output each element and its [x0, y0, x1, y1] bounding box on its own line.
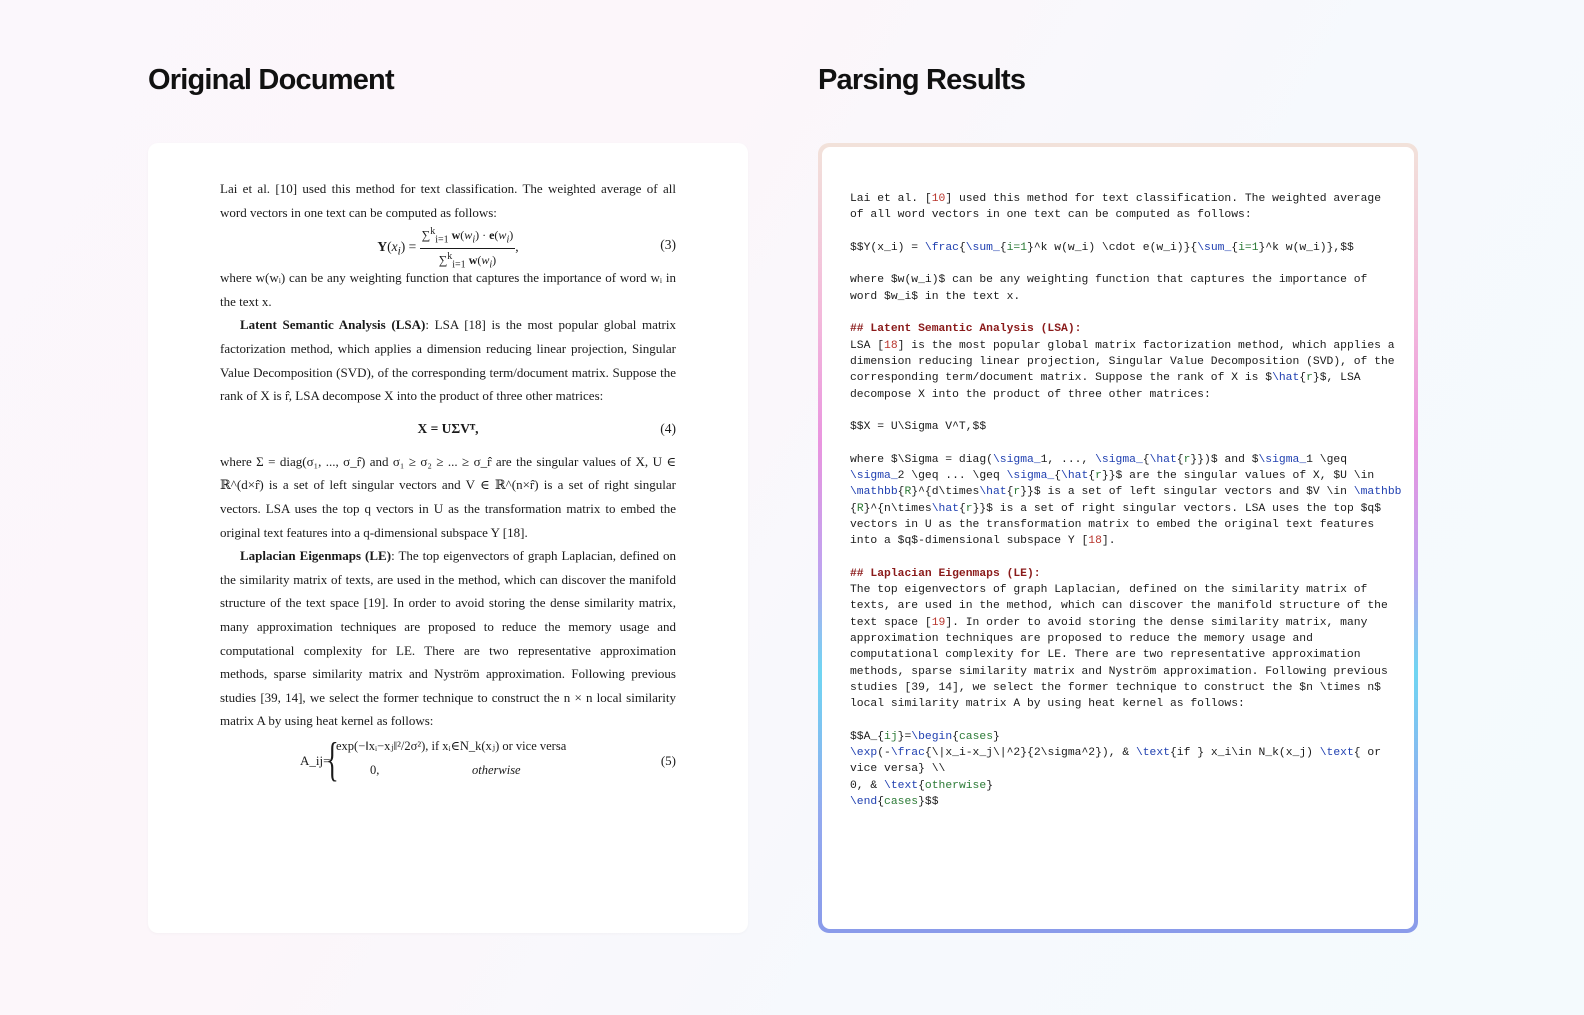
parsed-line: computational complexity for LE. There are two representative approximation [850, 649, 1361, 662]
parsed-line: studies [39, 14], we select the former technique to construct the $n \times n$ [850, 681, 1381, 694]
parsed-line: $$X = U\Sigma V^T,$$ [850, 421, 987, 434]
lsa-title: Latent Semantic Analysis (LSA) [240, 317, 426, 333]
parsed-heading-line: ## Latent Semantic Analysis (LSA): [850, 323, 1082, 336]
parsed-line: where $\Sigma = diag(\sigma_1, ..., \sigma_{\hat{r}})$ and $\sigma_1 \geq [850, 453, 1348, 466]
equation-3-number: (3) [660, 237, 676, 253]
equation-3 [220, 224, 676, 270]
parsed-line: Lai et al. [10] used this method for text classification. The weighted average [850, 193, 1381, 205]
parsed-line: into a $q$-dimensional subspace Y [18]. [850, 535, 1116, 548]
equation-5-case-2-value: 0, [370, 762, 380, 777]
parsing-results-panel[interactable] [822, 147, 1414, 929]
parsed-markdown [850, 191, 1402, 810]
equation-4 [220, 408, 676, 450]
parsed-blank-line [850, 403, 1390, 419]
equation-4-body: X = UΣVᵀ, [417, 420, 479, 436]
le-text: : The top eigenvectors of graph Laplacian, defined on the similarity matrix of texts, are used in the method, which can discover the manifold structure of the text space [19]. In order to avoid storing the dense similarity matrix, many approximation techniques are proposed to reduce the memory usage and computational complexity for LE. There are two representative approximation methods, sparse similarity matrix and Nyström approximation. Following previous studies [39, 14], we select the former technique to construct the n × n local similarity matrix A by using heat kernel as follows: [220, 548, 676, 729]
parsed-line: LSA [18] is the most popular global matrix factorization method, which applies a [850, 339, 1395, 352]
parsed-line: approximation techniques are proposed to reduce the memory usage and [850, 633, 1313, 646]
parsed-line: decompose X into the product of three other matrices: [850, 388, 1211, 401]
parsed-line: $$Y(x_i) = \frac{\sum_{i=1}^k w(w_i) \cdot e(w_i)}{\sum_{i=1}^k w(w_i)},$$ [850, 241, 1354, 254]
parsed-blank-line [850, 713, 1390, 729]
parsed-line: of all word vectors in one text can be computed as follows: [850, 209, 1252, 222]
parsed-blank-line [850, 435, 1390, 451]
parsed-blank-line [850, 224, 1390, 240]
equation-5-case-2-condition: otherwise [472, 762, 521, 777]
parsed-blank-line [850, 305, 1390, 321]
parsed-line: The top eigenvectors of graph Laplacian, defined on the similarity matrix of [850, 584, 1368, 597]
equation-3-body: $Y(x_i)$ = $\frac{\sum^k_{i=1} w(w_i) \cdot e(w_i)}{\sum^k_{i=1} w(w_i)}$ , [377, 226, 519, 270]
parsed-line: \end{cases}$$ [850, 795, 939, 808]
parsed-line: {R}^{n\times\hat{r}}$ is a set of right singular vectors. LSA uses the top $q$ [850, 502, 1382, 515]
paragraph-le [220, 544, 676, 733]
equation-5-number: (5) [660, 752, 676, 768]
equation-5 [220, 733, 676, 789]
parsed-line: text space [19]. In order to avoid storing the dense similarity matrix, many [850, 616, 1368, 629]
parsed-heading-line: ## Laplacian Eigenmaps (LE): [850, 567, 1041, 580]
parsed-line: \exp(-\frac{\|x_i-x_j\|^2}{2\sigma^2}), & \text{if } x_i\in N_k(x_j) \text{ or [850, 747, 1382, 760]
original-document-panel [148, 143, 748, 933]
parsed-line: 0, & \text{otherwise} [850, 779, 993, 792]
parsing-results-heading: Parsing Results [818, 64, 1026, 96]
original-document-heading: Original Document [148, 64, 394, 96]
paragraph-weighting: where w(wᵢ) can be any weighting function that captures the importance of word wᵢ in the text x. [220, 270, 676, 309]
parsed-line: dimension reducing linear projection, Singular Value Decomposition (SVD), of the [850, 355, 1395, 368]
parsed-line: corresponding term/document matrix. Suppose the rank of X is $\hat{r}$, LSA [850, 372, 1361, 385]
cases-brace: { [326, 732, 339, 786]
le-title: Laplacian Eigenmaps (LE) [240, 548, 392, 564]
parsed-line: vectors in U as the transformation matrix to embed the original text features [850, 518, 1375, 531]
equation-4-number: (4) [660, 420, 676, 436]
parsed-blank-line [850, 550, 1390, 566]
equation-5-case-1: exp(−‖xᵢ−xⱼ‖²/2σ²), if xᵢ∈N_k(xⱼ) or vice versa [336, 738, 567, 753]
paragraph-intro: Lai et al. [10] used this method for text classification. The weighted average of all word vectors in one text can be computed as follows: [220, 181, 676, 220]
paragraph-lsa [220, 313, 676, 407]
parsed-blank-line [850, 256, 1390, 272]
paragraph-singular-values: where Σ = diag(σ₁, ..., σ_r̂) and σ₁ ≥ σ₂ ≥ ... ≥ σ_r̂ are the singular values of X, U ∈ ℝ^(d×r̂) is a set of left singular vectors and V ∈ ℝ^(n×r̂) is a set of right singular vectors. LSA uses the top q vectors in U as the transformation matrix to embed the original text features into a q-dimensional subspace Y [18]. [220, 453, 676, 540]
equation-5-lhs: A_ij= [300, 752, 331, 768]
parsed-line: $$A_{ij}=\begin{cases} [850, 730, 1000, 743]
parsed-line: texts, are used in the method, which can discover the manifold structure of the [850, 600, 1388, 613]
parsed-line: where $w(w_i)$ can be any weighting function that captures the importance of [850, 274, 1368, 287]
document-page [220, 177, 676, 789]
parsed-line: \mathbb{R}^{d\times\hat{r}}$ is a set of left singular vectors and $V \in \mathbb [850, 486, 1402, 499]
parsed-line: local similarity matrix A by using heat kernel as follows: [850, 698, 1245, 711]
parsed-line: \sigma_2 \geq ... \geq \sigma_{\hat{r}}$ are the singular values of X, $U \in [850, 470, 1375, 483]
parsed-line: vice versa} \\ [850, 763, 946, 776]
parsing-results-frame [818, 143, 1418, 933]
lsa-text: : LSA [18] is the most popular global matrix factorization method, which applies a dimension reducing linear projection, Singular Value Decomposition (SVD), of the corresponding term/document matrix. Suppose the rank of X is r̂, LSA decompose X into the product of three other matrices: [220, 317, 676, 404]
parsed-line: word $w_i$ in the text x. [850, 290, 1021, 303]
parsed-line: methods, sparse similarity matrix and Nyström approximation. Following previous [850, 665, 1388, 678]
